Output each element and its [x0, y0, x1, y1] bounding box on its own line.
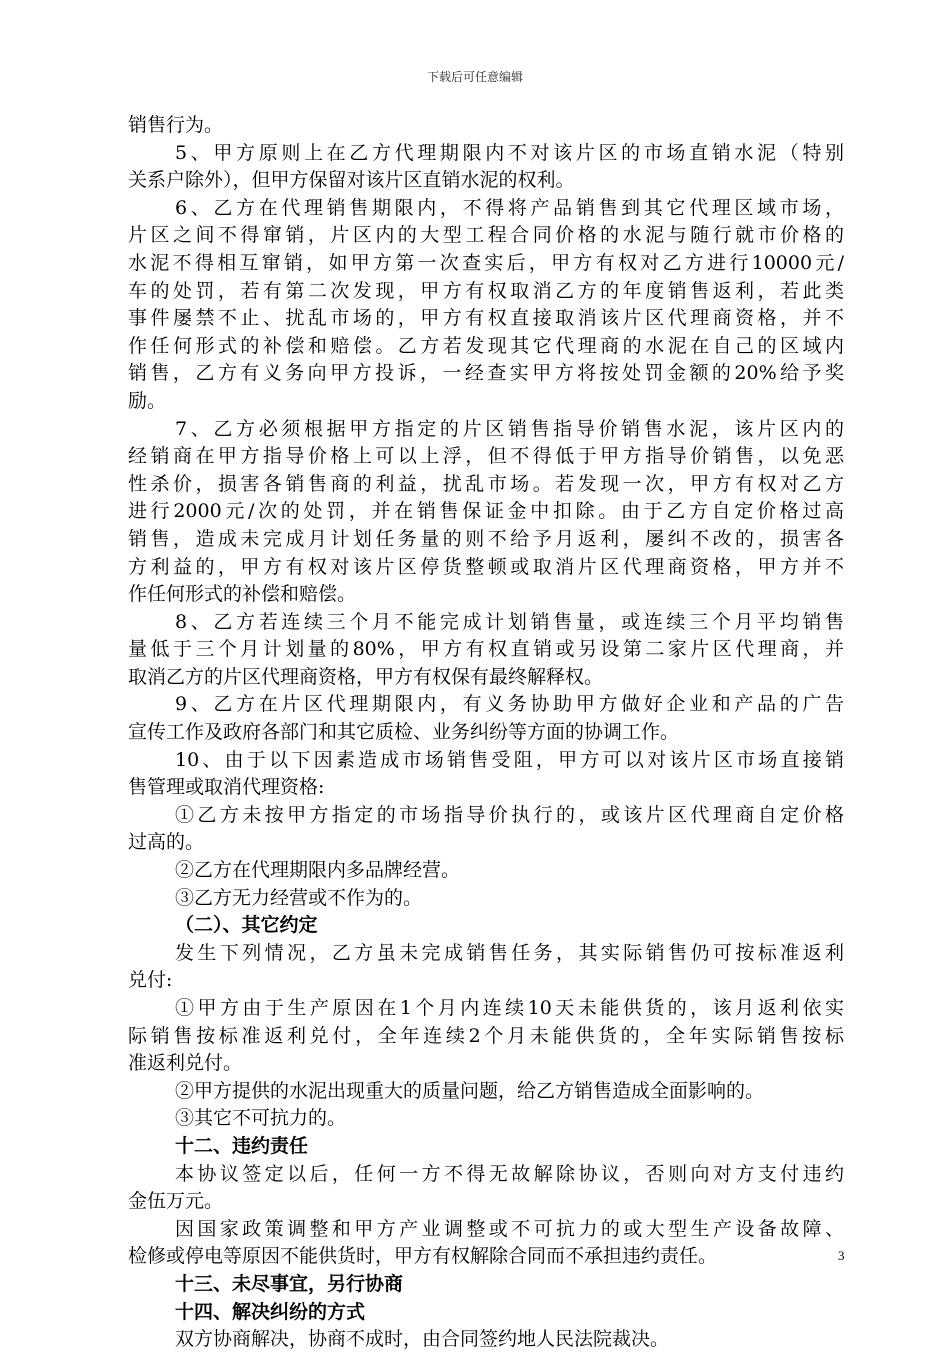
text-line: 销售行为。 — [128, 114, 224, 136]
page-header: 下载后可任意编辑 — [426, 70, 523, 84]
text-line: 方利益的，甲方有权对该片区停货整顿或取消片区代理商资格，甲方并不 — [128, 555, 844, 578]
text-line: 励。 — [128, 389, 167, 412]
text-line: 发生下列情况，乙方虽未完成销售任务，其实际销售仍可按标准返利 — [175, 941, 844, 964]
section-heading: （二）、其它约定 — [175, 914, 318, 937]
text-line: 因国家政策调整和甲方产业调整或不可抗力的或大型生产设备故障、 — [175, 1217, 844, 1240]
page-number: 3 — [838, 1248, 845, 1263]
text-line: 销售，乙方有义务向甲方投诉，一经查实甲方将按处罚金额的20%给予奖 — [128, 362, 844, 385]
text-line: ②甲方提供的水泥出现重大的质量问题，给乙方销售造成全面影响的。 — [175, 1079, 765, 1102]
text-line: 作任何形式的补偿和赔偿。 — [128, 583, 357, 606]
text-line: ①乙方未按甲方指定的市场指导价执行的，或该片区代理商自定价格 — [175, 803, 844, 826]
text-line: 事件屡禁不止、扰乱市场的，甲方有权直接取消该片区代理商资格，并不 — [128, 307, 844, 330]
text-line: 9、乙方在片区代理期限内，有义务协助甲方做好企业和产品的广告 — [175, 693, 844, 716]
section-heading: 十四、解决纠纷的方式 — [175, 1300, 366, 1323]
text-line: 双方协商解决，协商不成时，由合同签约地人民法院裁决。 — [175, 1328, 670, 1351]
section-heading: 十三、未尽事宜，另行协商 — [175, 1272, 404, 1295]
text-line: 取消乙方的片区代理商资格，甲方有权保有最终解释权。 — [128, 665, 604, 688]
text-line: 量低于三个月计划量的80%，甲方有权直销或另设第二家片区代理商，并 — [128, 638, 844, 661]
text-line: 准返利兑付。 — [128, 1052, 243, 1075]
text-line: 过高的。 — [128, 831, 205, 854]
text-line: ③乙方无力经营或不作为的。 — [175, 886, 423, 909]
text-line: 6、乙方在代理销售期限内，不得将产品销售到其它代理区域市场， — [175, 196, 844, 219]
text-line: 宣传工作及政府各部门和其它质检、业务纠纷等方面的协调工作。 — [128, 721, 680, 744]
text-line: 水泥不得相互窜销，如甲方第一次查实后，甲方有权对乙方进行10000元/ — [128, 251, 844, 274]
text-line: ③其它不可抗力的。 — [175, 1107, 347, 1130]
text-line: 片区之间不得窜销，片区内的大型工程合同价格的水泥与随行就市价格的 — [128, 224, 844, 247]
text-line: 进行2000元/次的处罚，并在销售保证金中扣除。由于乙方自定价格过高 — [128, 500, 844, 523]
text-line: 8、乙方若连续三个月不能完成计划销售量，或连续三个月平均销售 — [175, 610, 844, 633]
text-line: 检修或停电等原因不能供货时，甲方有权解除合同而不承担违约责任。 — [128, 1245, 718, 1268]
section-heading: 十二、违约责任 — [175, 1134, 309, 1157]
text-line: 售管理或取消代理资格: — [128, 776, 325, 799]
text-line: 兑付: — [128, 969, 173, 992]
text-line: 作任何形式的补偿和赔偿。乙方若发现其它代理商的水泥在自己的区域内 — [128, 334, 844, 357]
text-line: 7、乙方必须根据甲方指定的片区销售指导价销售水泥，该片区内的 — [175, 417, 844, 440]
text-line: 本协议签定以后，任何一方不得无故解除协议，否则向对方支付违约 — [175, 1162, 844, 1185]
text-line: ①甲方由于生产原因在1个月内连续10天未能供货的，该月返利依实 — [175, 997, 844, 1019]
text-line: 5、甲方原则上在乙方代理期限内不对该片区的市场直销水泥（特别 — [175, 141, 844, 164]
text-line: 金伍万元。 — [128, 1190, 224, 1213]
text-line: 性杀价，损害各销售商的利益，扰乱市场。若发现一次，甲方有权对乙方 — [128, 472, 844, 495]
text-line: 关系户除外），但甲方保留对该片区直销水泥的权利。 — [128, 169, 575, 192]
text-line: 经销商在甲方指导价格上可以上浮，但不得低于甲方指导价销售，以免恶 — [128, 445, 844, 468]
text-line: 际销售按标准返利兑付，全年连续2个月未能供货的，全年实际销售按标 — [128, 1024, 844, 1047]
text-line: 10、由于以下因素造成市场销售受阻，甲方可以对该片区市场直接销 — [175, 748, 844, 771]
document-body — [128, 112, 844, 1354]
text-line: 销售，造成未完成月计划任务量的则不给予月返利，屡纠不改的，损害各 — [128, 527, 844, 550]
text-line: 车的处罚，若有第二次发现，甲方有权取消乙方的年度销售返利，若此类 — [128, 279, 844, 302]
text-line: ②乙方在代理期限内多品牌经营。 — [175, 859, 461, 882]
